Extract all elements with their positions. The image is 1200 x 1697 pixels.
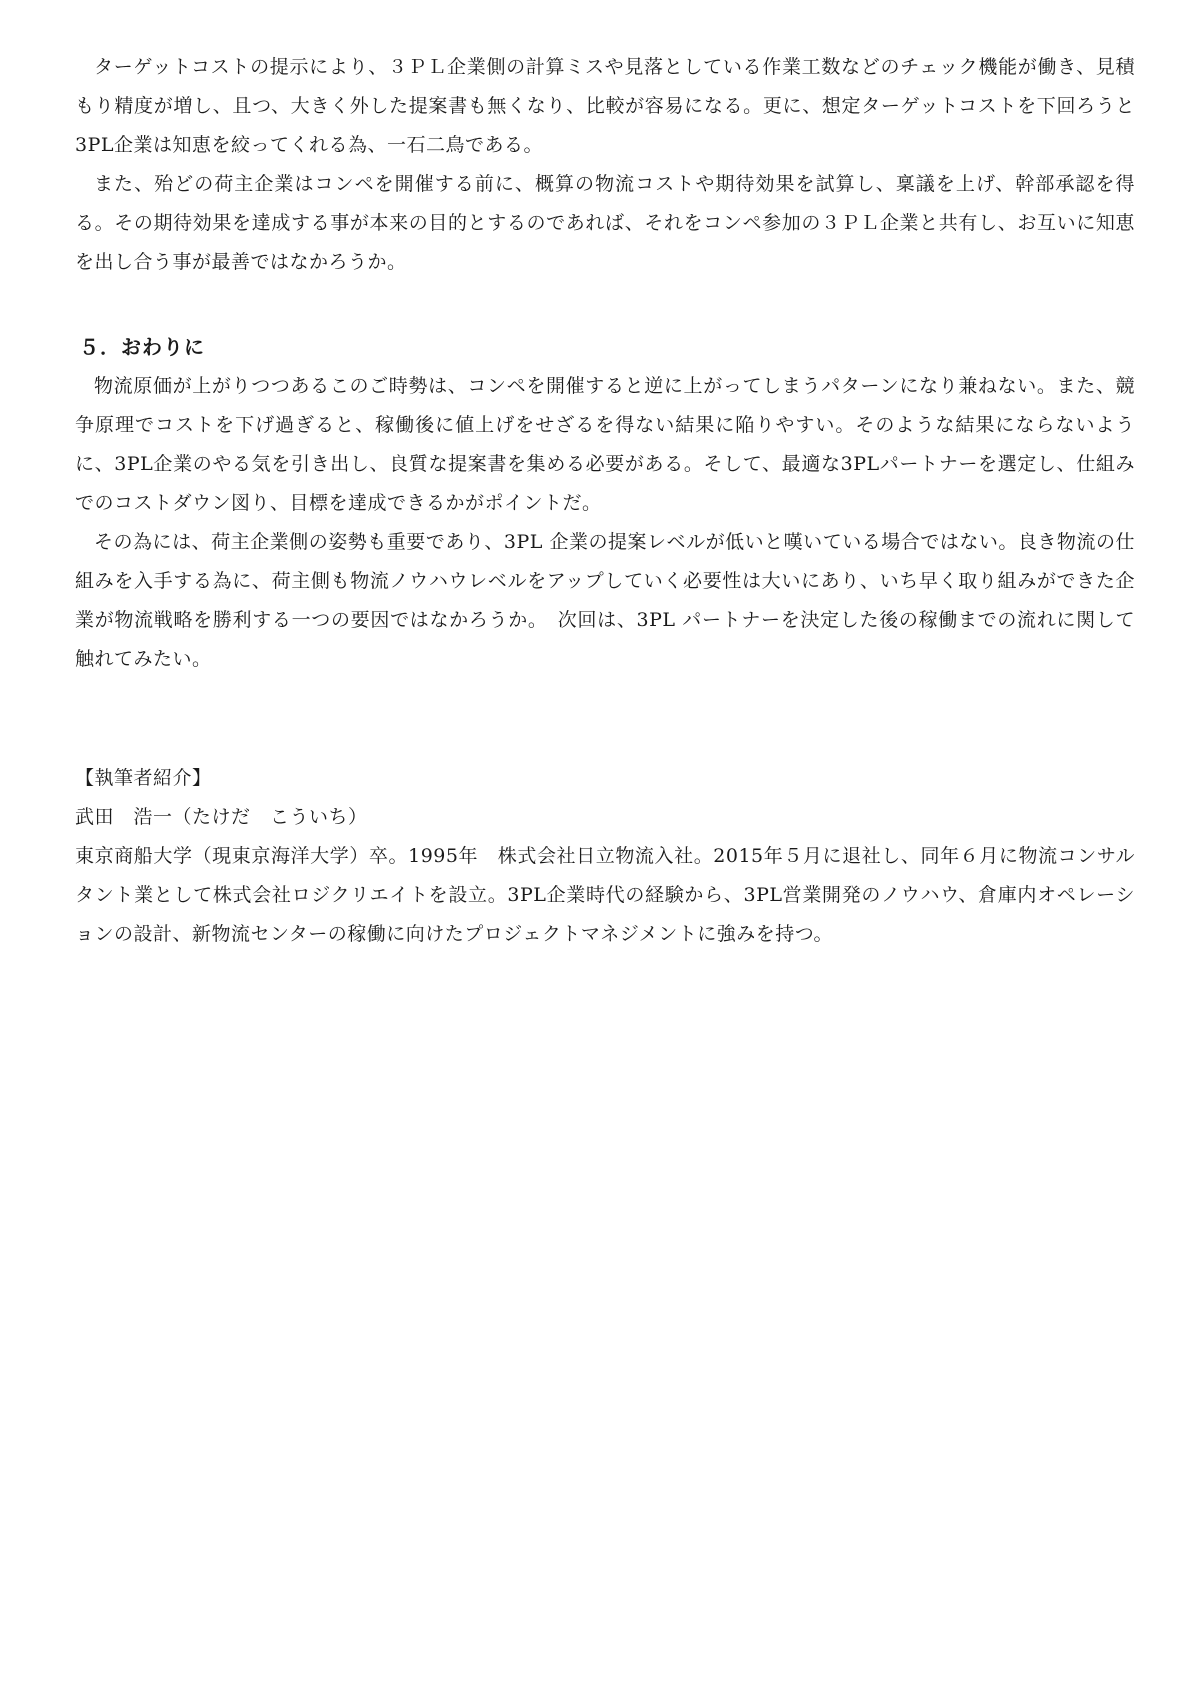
- spacer: [75, 679, 1135, 759]
- author-name: 武田 浩一（たけだ こういち）: [75, 806, 368, 828]
- body-paragraph: また、殆どの荷主企業はコンペを開催する前に、概算の物流コストや期待効果を試算し、稟議を上げ、幹部承認を得る。その期待効果を達成する事が本来の目的とするのであれば、それをコンペ参加の３ＰＬ企業と共有し、お互いに知恵を出し合う事が最善ではなかろうか。: [75, 173, 1135, 273]
- document-page: [75, 48, 1135, 954]
- author-heading: 【執筆者紹介】: [75, 767, 212, 789]
- body-paragraph: 物流原価が上がりつつあるこのご時勢は、コンペを開催すると逆に上がってしまうパターンになり兼ねない。また、競争原理でコストを下げ過ぎると、稼働後に値上げをせざるを得ない結果に陥りやすい。そのような結果にならないように、3PL企業のやる気を引き出し、良質な提案書を集める必要がある。そして、最適な3PLパートナーを選定し、仕組みでのコストダウン図り、目標を達成できるかがポイントだ。: [75, 375, 1135, 514]
- spacer: [75, 282, 1135, 327]
- author-bio: 東京商船大学（現東京海洋大学）卒。1995年 株式会社日立物流入社。2015年５月に退社し、同年６月に物流コンサルタント業として株式会社ロジクリエイトを設立。3PL企業時代の経験から、3PL営業開発のノウハウ、倉庫内オペレーションの設計、新物流センターの稼働に向けたプロジェクトマネジメントに強みを持つ。: [75, 845, 1135, 945]
- body-paragraph: その為には、荷主企業側の姿勢も重要であり、3PL 企業の提案レベルが低いと嘆いている場合ではない。良き物流の仕組みを入手する為に、荷主側も物流ノウハウレベルをアップしていく必要性は大いにあり、いち早く取り組みができた企業が物流戦略を勝利する一つの要因ではなかろうか。 次回は、3PL パートナーを決定した後の稼働までの流れに関して触れてみたい。: [75, 531, 1135, 670]
- section-heading: ５．おわりに: [79, 335, 205, 359]
- body-paragraph: ターゲットコストの提示により、３ＰＬ企業側の計算ミスや見落としている作業工数などのチェック機能が働き、見積もり精度が増し、且つ、大きく外した提案書も無くなり、比較が容易になる。更に、想定ターゲットコストを下回ろうと3PL企業は知恵を絞ってくれる為、一石二鳥である。: [75, 56, 1135, 156]
- author-profile: [75, 759, 1135, 954]
